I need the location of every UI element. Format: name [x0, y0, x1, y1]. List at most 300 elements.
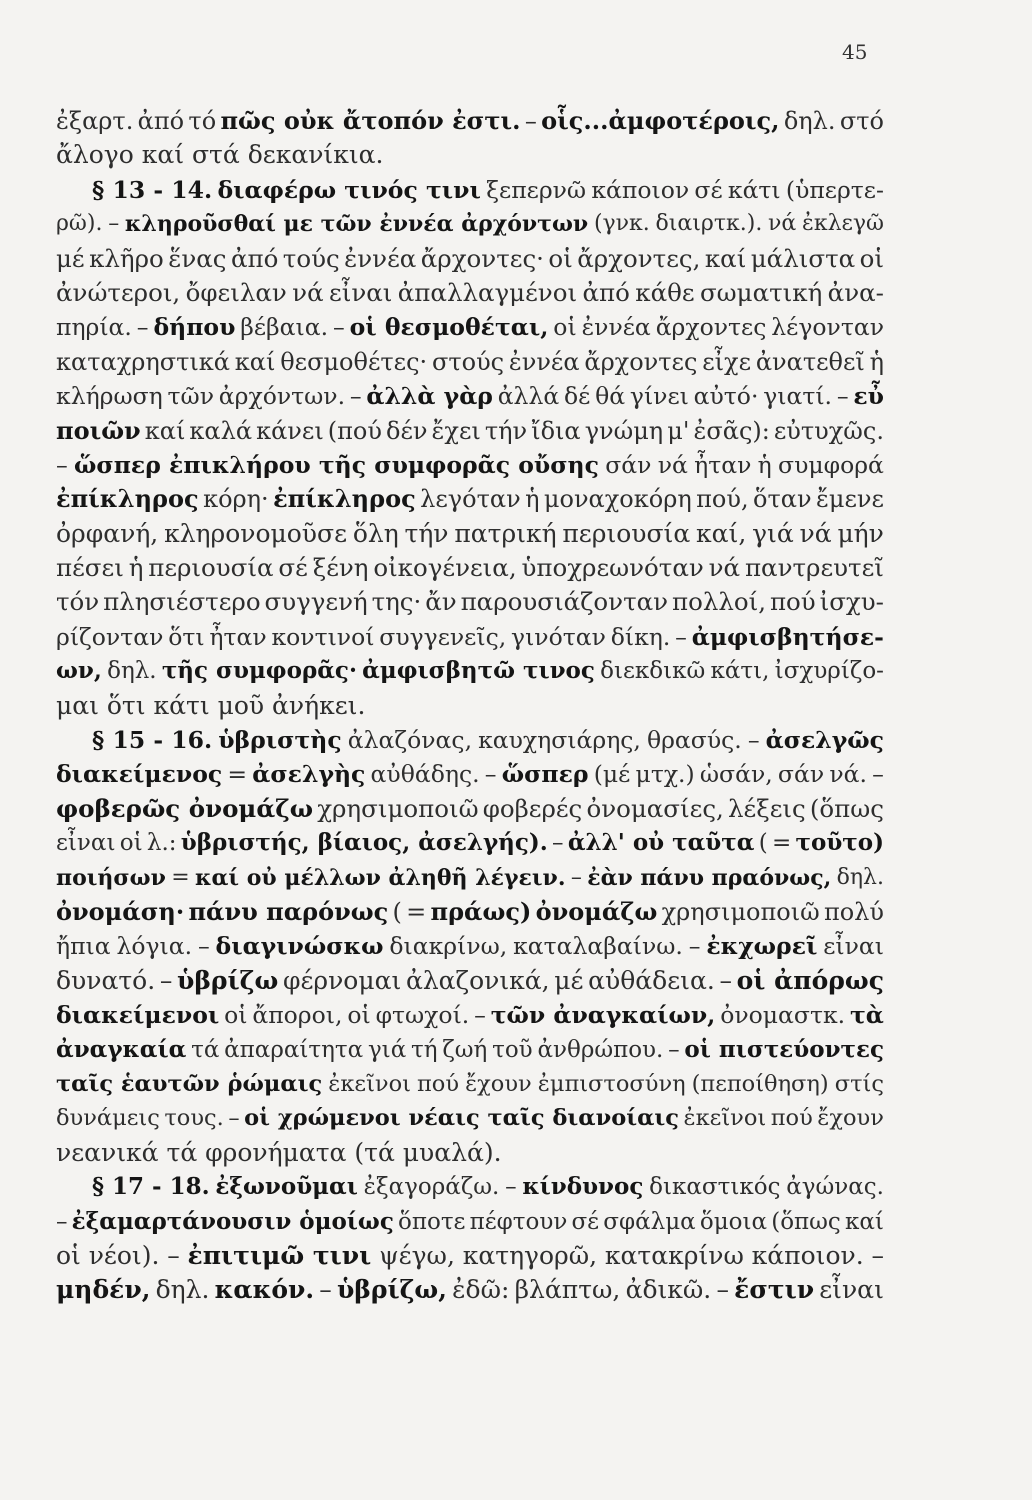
bold-term: ἐπίκληρος — [273, 484, 416, 514]
text-run: ἄρχοντες· — [420, 243, 544, 273]
text-run: δηλ. — [783, 107, 836, 135]
text-run: ὄφειλαν — [185, 277, 287, 307]
text-run: ἀνατεθεῖ — [755, 347, 865, 376]
text-run: ἦταν — [694, 450, 752, 479]
bold-term: ὀνομάζω — [535, 896, 658, 926]
text-run: παντρευτεῖ — [744, 553, 884, 583]
text-run: = — [406, 897, 427, 926]
text-run: τῶν — [167, 382, 214, 411]
text-line — [56, 964, 884, 998]
text-run: ξένη — [312, 553, 369, 583]
bold-term: ἐκχωρεῖ — [706, 932, 818, 961]
bold-term: διαφέρω τινός τινι — [217, 175, 481, 204]
bold-term: ἐπίκληρος — [56, 484, 199, 514]
text-run: σάν — [605, 450, 652, 479]
text-run: παρουσιάζονταν — [460, 587, 669, 617]
text-run: πέφτουν — [469, 1208, 568, 1235]
text-run: ἤπια — [56, 932, 111, 961]
text-run: τόν — [56, 587, 100, 617]
text-run: δυνάμεις — [56, 1105, 160, 1132]
text-run: – — [668, 1036, 680, 1063]
text-run: νά. — [829, 760, 867, 789]
text-run: σέ — [694, 175, 723, 204]
text-line — [56, 1067, 884, 1101]
bold-term: ἀσελγὴς — [252, 760, 366, 789]
text-run: – — [108, 211, 120, 237]
text-run: (πού — [327, 416, 382, 445]
text-line — [56, 1033, 884, 1067]
bold-term: τῶν ἀναγκαίων, — [490, 1001, 716, 1030]
text-run: – — [688, 932, 701, 961]
text-run: λεγόταν — [420, 485, 521, 514]
text-run: οἱ — [859, 243, 884, 273]
text-run: εἶναι — [823, 932, 884, 961]
bold-term: τὰ — [849, 1001, 884, 1030]
text-run: – — [484, 760, 497, 789]
text-run: σωματική — [699, 277, 823, 307]
text-run: μ' — [667, 416, 690, 445]
text-run: δίκη. — [610, 622, 671, 651]
text-run: μοναχοκόρη — [543, 485, 692, 514]
text-run: ἐκλεγῶ — [802, 211, 884, 237]
text-run: ὀρφανή, — [56, 518, 159, 548]
text-line — [56, 689, 884, 723]
text-run: ἔμενε — [816, 485, 884, 514]
bold-term: ἀλλὰ γὰρ — [366, 382, 493, 411]
bold-term: ἐὰν πάνυ πραόνως, — [587, 864, 832, 891]
text-run: δικαστικός — [649, 1174, 781, 1201]
text-run: νά — [292, 277, 324, 307]
text-run: νεανικά τά φρονήματα (τά μυαλά). — [56, 1137, 502, 1167]
text-run: τή — [411, 1036, 438, 1063]
text-run: (ὑπερτε- — [785, 175, 884, 204]
text-run: οἱ — [224, 1001, 248, 1030]
text-line — [56, 620, 884, 654]
bold-term: κληροῦσθαί με τῶν ἐννέα ἀρχόντων — [124, 211, 589, 238]
text-run: ἀλαζόνας, — [347, 726, 473, 755]
text-run: ἀλλά — [497, 382, 560, 411]
text-run: ἀρχόντων. — [218, 382, 346, 411]
text-line — [56, 345, 884, 379]
page-number: 45 — [842, 40, 868, 64]
text-run: καί — [144, 416, 186, 445]
bold-term: ων, — [56, 657, 102, 685]
text-run: ἀνθρώπου. — [537, 1036, 664, 1063]
text-run: πού — [769, 587, 816, 617]
text-run: καλά — [189, 416, 253, 445]
text-run: ὀνομαστκ. — [720, 1001, 846, 1030]
text-run: περιουσία — [562, 518, 691, 548]
text-run: ὑποχρεωνόταν — [521, 553, 704, 583]
text-line — [56, 517, 884, 551]
text-run: ρίζονταν — [56, 622, 164, 651]
text-run: χρησιμοποιῶ — [661, 897, 820, 926]
text-run: φέρνομαι — [282, 965, 402, 995]
text-run: ἐδῶ: — [452, 1275, 510, 1305]
text-run: ἴδια — [531, 416, 581, 445]
bold-term: δήπου — [153, 313, 236, 342]
bold-term: ὑβρίζω, — [336, 1275, 447, 1305]
text-run: νέοι). — [88, 1240, 160, 1270]
text-run: σέ — [571, 1208, 600, 1235]
bold-term: ὑβριστὴς — [218, 726, 342, 755]
text-line — [56, 551, 884, 585]
text-run: ἔχουν — [817, 1105, 884, 1132]
text-run: θεσμοθέτες· — [280, 347, 428, 376]
text-run: = — [227, 760, 248, 789]
text-run: πολύ — [823, 897, 884, 926]
bold-term: ὥσπερ — [501, 760, 589, 789]
bold-term: ὥσπερ ἐπικλήρου τῆς συμφορᾶς οὔσης — [74, 450, 599, 479]
text-run: ἕνας — [168, 243, 227, 273]
text-run: – — [716, 1275, 729, 1305]
text-run: ψέγω, — [379, 1240, 455, 1270]
text-run: – — [474, 1001, 486, 1030]
bold-term: οἱ θεσμοθέται, — [349, 313, 549, 342]
text-run: ἀδικῶ. — [625, 1275, 712, 1305]
text-run: κλῆρο — [89, 243, 164, 273]
bold-term: οἷς...ἀμφοτέροις, — [541, 106, 780, 135]
bold-term: κακόν. — [214, 1275, 315, 1305]
text-run: δηλ. — [836, 864, 884, 890]
text-line — [56, 585, 884, 619]
text-run: κληρονομοῦσε — [164, 518, 348, 548]
text-run: = — [771, 830, 792, 857]
text-run: τοῦ — [492, 1036, 533, 1063]
text-run: καταχρηστικά — [56, 347, 230, 376]
text-run: καταλαβαίνω. — [513, 932, 683, 961]
text-run: ὅτι — [168, 622, 205, 651]
text-run: φτωχοί. — [375, 1001, 470, 1030]
text-run: στίς — [834, 1070, 884, 1097]
text-run: διακρίνω, — [389, 932, 508, 961]
text-line — [56, 861, 884, 895]
bold-term: ἔστιν — [734, 1275, 815, 1305]
text-run: οἰκογένεια, — [373, 553, 517, 583]
text-line — [56, 173, 884, 207]
bold-term: διαγινώσκω — [215, 932, 384, 961]
text-run: σάν — [777, 760, 825, 789]
bold-term: καί οὐ μέλλων ἀληθῆ λέγειν. — [195, 864, 566, 891]
text-run: – — [524, 107, 537, 135]
text-run: – — [505, 1174, 517, 1201]
bold-term: § 15 - 16. — [92, 726, 213, 755]
text-run: διαιρτκ.). — [655, 211, 763, 237]
text-line — [56, 757, 884, 791]
text-line — [56, 895, 884, 929]
text-run: (ὅπως — [771, 1208, 841, 1235]
commentary-text — [56, 104, 884, 1308]
text-run: ἐξαγοράζω. — [363, 1174, 500, 1201]
text-run: ὅταν — [753, 485, 812, 514]
text-run: ἔχει — [431, 416, 481, 445]
text-run: ἐκεῖνοι — [683, 1105, 767, 1132]
bold-term: τοῦτο) — [795, 829, 884, 857]
bold-term: ταῖς ἑαυτῶν ῥώμαις — [56, 1070, 323, 1097]
text-run: – — [719, 965, 732, 995]
bold-term: § 13 - 14. — [92, 175, 213, 204]
text-run: πηρία. — [56, 313, 132, 342]
text-run: πολλοί, — [671, 587, 767, 617]
bold-term: ποιῶν — [56, 415, 141, 445]
text-run: ἔχουν — [465, 1070, 532, 1097]
text-run: νά — [768, 211, 797, 237]
bold-term: ἐπιτιμῶ τινι — [187, 1240, 372, 1270]
text-run: οἱ — [347, 1001, 371, 1030]
text-line — [56, 207, 884, 241]
text-run: ἐννέα — [344, 243, 417, 273]
text-run: τήν — [484, 416, 528, 445]
bold-term: πῶς οὐκ ἄτοπόν ἐστι. — [220, 106, 521, 135]
text-line — [56, 654, 884, 688]
bold-term: ποιήσων — [56, 864, 166, 891]
text-run: πέσει — [56, 553, 124, 583]
text-run: πού, — [696, 485, 749, 514]
text-run: οἱ — [119, 830, 143, 857]
text-run: ἄρχοντες — [655, 313, 767, 342]
text-run: – — [197, 932, 210, 961]
text-run: κάνει — [256, 416, 324, 445]
text-line — [56, 1101, 884, 1135]
bold-term: ὀνομάση· — [56, 896, 185, 926]
text-line — [56, 929, 884, 963]
text-run: ἄλογο καί στά δεκανίκια. — [56, 140, 384, 170]
text-run: της· — [371, 587, 422, 617]
text-run: σφάλμα — [603, 1208, 696, 1235]
text-run: – — [349, 382, 362, 411]
text-run: τούς — [282, 243, 340, 273]
text-run: συγγενή — [264, 587, 368, 617]
text-run: λ.: — [146, 830, 177, 857]
text-run: – — [570, 864, 582, 890]
text-run: αὐθάδης. — [370, 760, 480, 789]
text-run: διεκδικῶ — [600, 658, 706, 685]
text-run: ἄρχοντες, — [577, 243, 701, 273]
text-run: γινόταν — [511, 622, 606, 651]
text-line — [56, 1136, 884, 1170]
bold-term: διακείμενος — [56, 760, 223, 789]
text-run: ἡ — [757, 450, 772, 479]
text-run: αὐτό· — [693, 382, 759, 411]
text-run: πού — [417, 1070, 460, 1097]
text-line — [56, 1170, 884, 1204]
text-run: μέ — [554, 965, 584, 995]
text-run: ρῶ). — [56, 211, 103, 237]
bold-term: ἀσελγῶς — [765, 726, 884, 755]
text-run: – — [319, 1275, 332, 1305]
text-run: ζωή — [442, 1036, 488, 1063]
bold-term: οἱ ἀπόρως — [736, 965, 884, 995]
text-run: καί — [844, 1208, 884, 1235]
text-run: μαι ὅτι κάτι μοῦ ἀνήκει. — [56, 690, 366, 720]
text-line — [56, 104, 884, 138]
bold-term: οἱ χρώμενοι νέαις ταῖς διανοίαις — [244, 1105, 680, 1132]
text-run: κοντινοί — [271, 622, 375, 651]
bold-term: εὖ — [853, 382, 884, 411]
text-run: χρησιμοποιῶ — [317, 793, 479, 823]
text-run: εὐτυχῶς. — [773, 416, 884, 445]
text-run: οἱ — [56, 1240, 81, 1270]
text-run: μέ — [56, 243, 85, 273]
text-run: πατρική — [454, 518, 557, 548]
text-run: (μέ — [593, 760, 631, 789]
text-run: (πεποίθηση) — [691, 1070, 829, 1097]
text-run: – — [552, 830, 564, 857]
text-run: τήν — [404, 518, 449, 548]
text-run: κάποιον — [591, 175, 690, 204]
text-run: δηλ. — [107, 658, 157, 685]
text-line — [56, 276, 884, 310]
text-run: οἱ — [553, 313, 577, 342]
text-run: ὅποτε — [398, 1208, 466, 1235]
text-line — [56, 310, 884, 344]
text-run: νά — [708, 553, 741, 583]
text-run: γίνει — [629, 382, 689, 411]
text-run: στούς — [431, 347, 505, 376]
text-run: – — [675, 622, 687, 651]
bold-term: ἐξωνοῦμαι — [215, 1173, 358, 1201]
text-run: κλήρωση — [56, 382, 163, 411]
text-run: καυχησιάρης, — [478, 726, 641, 755]
bold-term: ἀλλ' οὐ ταῦτα — [567, 829, 755, 857]
text-run: ὡσάν, — [699, 760, 773, 789]
text-run: γνώμη — [584, 416, 664, 445]
text-run: – — [747, 726, 760, 755]
text-line — [56, 1239, 884, 1273]
text-run: ξεπερνῶ — [486, 175, 587, 204]
text-line — [56, 242, 884, 276]
text-run: – — [836, 382, 849, 411]
text-run: κόρη· — [203, 485, 269, 514]
text-run: κατακρίνω — [604, 1240, 744, 1270]
bold-term: § 17 - 18. — [92, 1173, 210, 1201]
text-run: – — [872, 760, 884, 789]
text-run: ἀνώτεροι, — [56, 277, 181, 307]
bold-term: τῆς συμφορᾶς· — [161, 657, 357, 685]
text-run: – — [167, 1240, 180, 1270]
text-run: λέγονταν — [771, 313, 884, 342]
text-run: εἶχε — [702, 347, 752, 376]
text-run: περιουσία — [148, 553, 274, 583]
text-line — [56, 482, 884, 516]
text-run: δυνατό. — [56, 965, 156, 995]
text-run: κάποιον. — [751, 1240, 864, 1270]
text-run: ( — [392, 897, 402, 926]
text-run: ὀνομασίες, — [586, 793, 724, 823]
text-run: – — [56, 1208, 68, 1235]
text-line — [56, 826, 884, 860]
text-run: βλάπτω, — [514, 1275, 621, 1305]
text-run: νά — [657, 450, 688, 479]
text-run: ( — [758, 830, 768, 857]
text-run: δηλ. — [155, 1275, 210, 1305]
text-run: εἶναι — [819, 1275, 884, 1305]
text-run: ἀλαζονικά, — [405, 965, 550, 995]
text-run: ἀπαραίτητα — [224, 1036, 364, 1063]
text-run: ἦταν — [209, 622, 267, 651]
text-run: μτχ.) — [635, 760, 695, 789]
text-run: θά — [595, 382, 626, 411]
text-run: καί — [704, 243, 747, 273]
text-run: ἰσχυρίζο- — [774, 658, 884, 685]
bold-term: φοβερῶς ὀνομάζω — [56, 793, 314, 823]
text-run: λόγια. — [116, 932, 193, 961]
text-run: δέν — [386, 416, 428, 445]
text-line — [56, 414, 884, 448]
text-line — [56, 998, 884, 1032]
text-run: ἄρχοντες — [584, 347, 698, 376]
text-run: πλησιέστερο — [103, 587, 261, 617]
text-run: – — [332, 313, 345, 342]
text-run: (γνκ. — [593, 211, 650, 237]
text-run: ἀνα- — [827, 277, 884, 307]
bold-term: πράως) — [430, 896, 532, 926]
text-run: θρασύς. — [646, 726, 742, 755]
text-run: πού — [770, 1105, 813, 1132]
text-run: ἡ — [128, 553, 144, 583]
text-run: – — [871, 1240, 884, 1270]
text-run: κάτι — [727, 175, 781, 204]
bold-term: κίνδυνος — [522, 1173, 644, 1201]
text-run: τά — [191, 1036, 220, 1063]
text-run: ἐμπιστοσύνη — [537, 1070, 686, 1097]
text-run: ἄν — [425, 587, 457, 617]
text-run: μήν — [837, 518, 884, 548]
text-run: βέβαια. — [240, 313, 329, 342]
text-run: στό — [839, 107, 884, 135]
text-run: ἡ — [869, 347, 884, 376]
text-run: οἱ — [548, 243, 573, 273]
text-run: ὅλη — [352, 518, 399, 548]
text-run: δέ — [564, 382, 591, 411]
text-run: ὅμοια — [699, 1208, 768, 1235]
text-run: τό — [188, 107, 217, 135]
text-run: κάτι, — [710, 658, 770, 685]
text-run: γιά — [752, 518, 794, 548]
text-run: εἶναι — [329, 277, 393, 307]
bold-term: μηδέν, — [56, 1275, 151, 1305]
text-run: τους. — [164, 1105, 224, 1132]
text-run: συμφορά — [778, 450, 884, 479]
text-run: κάθε — [635, 277, 695, 307]
bold-term: ὑβρίζω — [176, 965, 279, 995]
bold-term: ἀμφισβητήσε- — [691, 622, 884, 651]
text-run: ἐξαρτ. — [56, 107, 134, 135]
bold-term: οἱ πιστεύοντες — [684, 1035, 884, 1063]
text-run: – — [136, 313, 149, 342]
bold-term: ἀναγκαία — [56, 1035, 187, 1063]
text-run: ἐννέα — [508, 347, 580, 376]
text-run: φοβερές — [482, 793, 583, 823]
text-run: ἐκεῖνοι — [328, 1070, 411, 1097]
bold-term: διακείμενοι — [56, 1001, 220, 1030]
text-line — [56, 1205, 884, 1239]
bold-term: πάνυ παρόνως — [188, 896, 389, 926]
text-run: ἐσᾶς): — [693, 416, 770, 445]
text-run: – — [228, 1105, 240, 1132]
text-run: = — [171, 864, 190, 890]
text-run: αὐθάδεια. — [588, 965, 715, 995]
text-run: γιατί. — [763, 382, 833, 411]
bold-term: ὑβριστής, βίαιος, ἀσελγής). — [180, 829, 548, 857]
text-run: εἶναι — [56, 830, 116, 857]
text-run: ἐννέα — [581, 313, 651, 342]
text-run: ἀπό — [230, 243, 279, 273]
text-line — [56, 379, 884, 413]
text-line — [56, 792, 884, 826]
text-run: σέ — [278, 553, 308, 583]
text-run: γιά — [367, 1036, 407, 1063]
